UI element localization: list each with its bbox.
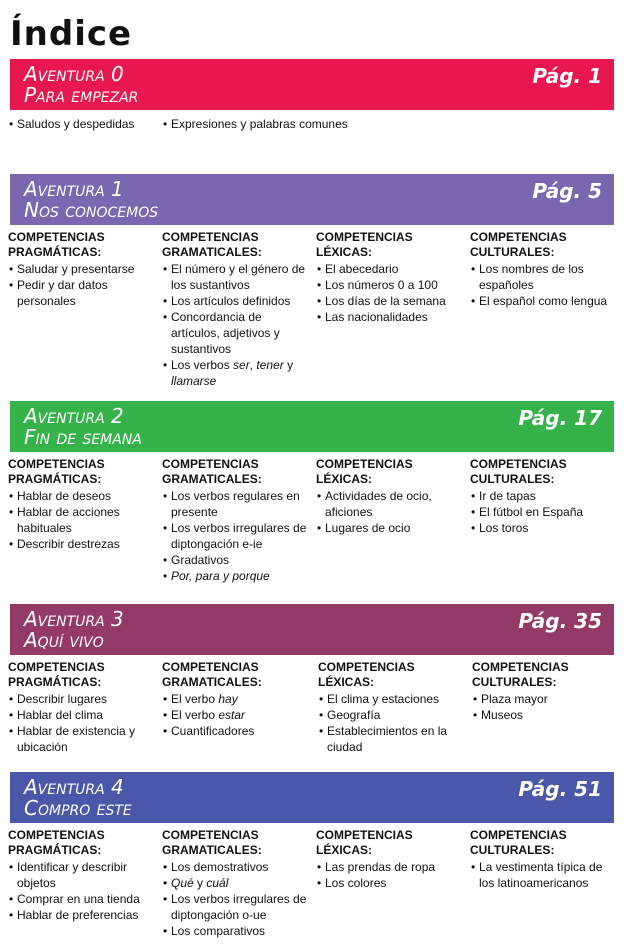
list-item: • El clima y estaciones	[318, 691, 468, 707]
section-title: Aquí vivo	[24, 628, 104, 652]
section-banner	[10, 174, 614, 225]
list-item: • Hablar de preferencias	[8, 907, 158, 923]
column-gramaticales	[162, 660, 312, 739]
list-item: • Hablar del clima	[8, 707, 158, 723]
column-heading: COMPETENCIAS	[162, 828, 259, 842]
column-pragmaticas	[8, 660, 158, 755]
list-item: • Los colores	[316, 875, 466, 891]
column-heading: LÉXICAS:	[316, 472, 373, 486]
list-item: • Ir de tapas	[470, 488, 620, 504]
list-item: • Las nacionalidades	[316, 309, 466, 325]
section-title: Fin de semana	[24, 425, 142, 449]
column-heading: GRAMATICALES:	[162, 843, 262, 857]
column-heading: PRAGMÁTICAS:	[8, 675, 102, 689]
column-heading: COMPETENCIAS	[316, 457, 413, 471]
list-item: • Comprar en una tienda	[8, 891, 158, 907]
column-pragmaticas	[8, 230, 158, 309]
section-title: Compro este	[24, 796, 132, 820]
column-heading: COMPETENCIAS	[470, 828, 567, 842]
column-heading: COMPETENCIAS	[162, 660, 259, 674]
intro-col-1	[8, 115, 158, 132]
list-item: • Museos	[472, 707, 622, 723]
column-culturales	[470, 230, 620, 309]
list-item: • Hablar de deseos	[8, 488, 158, 504]
section-page: Pág. 17	[518, 406, 602, 430]
column-heading: CULTURALES:	[470, 472, 555, 486]
section-number: Aventura 2	[24, 404, 124, 428]
column-lexicas	[316, 457, 466, 536]
column-culturales	[470, 457, 620, 536]
column-culturales	[470, 828, 620, 891]
column-heading: LÉXICAS:	[318, 675, 375, 689]
list-item: • Describir lugares	[8, 691, 158, 707]
column-heading: PRAGMÁTICAS:	[8, 245, 102, 259]
column-culturales	[472, 660, 622, 723]
list-item: • Los días de la semana	[316, 293, 466, 309]
list-item: • Los verbos regulares en presente	[162, 488, 312, 520]
list-item: • Las prendas de ropa	[316, 859, 466, 875]
list-item: • Concordancia de artículos, adjetivos y sustantivos	[162, 309, 312, 357]
column-heading: PRAGMÁTICAS:	[8, 843, 102, 857]
column-heading: COMPETENCIAS	[162, 230, 259, 244]
section-aventura-2	[0, 401, 629, 583]
column-gramaticales	[162, 230, 312, 389]
list-item: • Identificar y describir objetos	[8, 859, 158, 891]
section-number: Aventura 3	[24, 607, 124, 631]
list-item: • Expresiones y palabras comunes	[162, 116, 422, 132]
section-title: Nos conocemos	[24, 198, 159, 222]
section-aventura-3	[0, 604, 629, 754]
section-banner	[10, 604, 614, 655]
column-gramaticales	[162, 457, 312, 584]
list-item: • Plaza mayor	[472, 691, 622, 707]
column-heading: COMPETENCIAS	[8, 660, 105, 674]
section-page: Pág. 51	[518, 777, 602, 801]
list-item: • Lugares de ocio	[316, 520, 466, 536]
section-aventura-1	[0, 174, 629, 388]
column-heading: COMPETENCIAS	[8, 230, 105, 244]
column-heading: COMPETENCIAS	[162, 457, 259, 471]
column-lexicas	[316, 230, 466, 325]
list-item: • El español como lengua	[470, 293, 620, 309]
section-title: Para empezar	[24, 83, 139, 107]
list-item: • Qué y cuál	[162, 875, 312, 891]
list-item: • Saludar y presentarse	[8, 261, 158, 277]
list-item: • Hablar de acciones habituales	[8, 504, 158, 536]
column-heading: PRAGMÁTICAS:	[8, 472, 102, 486]
list-item: • El número y el género de los sustantivos	[162, 261, 312, 293]
section-aventura-0	[0, 59, 629, 131]
column-heading: LÉXICAS:	[316, 245, 373, 259]
list-item: • Los demostrativos	[162, 859, 312, 875]
list-item: • Por, para y porque	[162, 568, 312, 584]
section-banner	[10, 59, 614, 110]
column-lexicas	[318, 660, 468, 755]
list-item: • Describir destrezas	[8, 536, 158, 552]
list-item: • La vestimenta típica de los latinoamericanos	[470, 859, 620, 891]
column-pragmaticas	[8, 828, 158, 923]
intro-col-2	[162, 115, 422, 132]
column-lexicas	[316, 828, 466, 891]
section-aventura-4	[0, 772, 629, 938]
section-banner	[10, 772, 614, 823]
section-page: Pág. 35	[518, 609, 602, 633]
column-heading: CULTURALES:	[470, 245, 555, 259]
list-item: • Actividades de ocio, aficiones	[316, 488, 466, 520]
section-banner	[10, 401, 614, 452]
column-heading: CULTURALES:	[470, 843, 555, 857]
list-item: • Saludos y despedidas	[8, 116, 158, 132]
column-heading: COMPETENCIAS	[8, 457, 105, 471]
list-item: • Los verbos ser, tener y llamarse	[162, 357, 312, 389]
list-item: • Los verbos irregulares de diptongación o-ue	[162, 891, 312, 923]
section-page: Pág. 5	[532, 179, 602, 203]
section-number: Aventura 4	[24, 775, 124, 799]
section-page: Pág. 1	[532, 64, 602, 88]
list-item: • El verbo estar	[162, 707, 312, 723]
section-number: Aventura 0	[24, 62, 124, 86]
list-item: • Los verbos irregulares de diptongación e-ie	[162, 520, 312, 552]
section-number: Aventura 1	[24, 177, 124, 201]
list-item: • Los nombres de los españoles	[470, 261, 620, 293]
list-item: • Los números 0 a 100	[316, 277, 466, 293]
column-pragmaticas	[8, 457, 158, 552]
column-heading: COMPETENCIAS	[472, 660, 569, 674]
column-heading: COMPETENCIAS	[316, 230, 413, 244]
list-item: • Gradativos	[162, 552, 312, 568]
list-item: • Geografía	[318, 707, 468, 723]
column-heading: GRAMATICALES:	[162, 472, 262, 486]
column-gramaticales	[162, 828, 312, 939]
list-item: • El fútbol en España	[470, 504, 620, 520]
list-item: • Los artículos definidos	[162, 293, 312, 309]
column-heading: GRAMATICALES:	[162, 675, 262, 689]
column-heading: COMPETENCIAS	[8, 828, 105, 842]
column-heading: CULTURALES:	[472, 675, 557, 689]
list-item: • Los toros	[470, 520, 620, 536]
list-item: • El abecedario	[316, 261, 466, 277]
list-item: • Pedir y dar datos personales	[8, 277, 158, 309]
list-item: • Cuantificadores	[162, 723, 312, 739]
column-heading: COMPETENCIAS	[470, 230, 567, 244]
column-heading: GRAMATICALES:	[162, 245, 262, 259]
column-heading: COMPETENCIAS	[318, 660, 415, 674]
column-heading: COMPETENCIAS	[470, 457, 567, 471]
column-heading: LÉXICAS:	[316, 843, 373, 857]
column-heading: COMPETENCIAS	[316, 828, 413, 842]
list-item: • El verbo hay	[162, 691, 312, 707]
page-title: Índice	[10, 14, 133, 54]
list-item: • Hablar de existencia y ubicación	[8, 723, 158, 755]
list-item: • Los comparativos	[162, 923, 312, 939]
list-item: • Establecimientos en la ciudad	[318, 723, 468, 755]
